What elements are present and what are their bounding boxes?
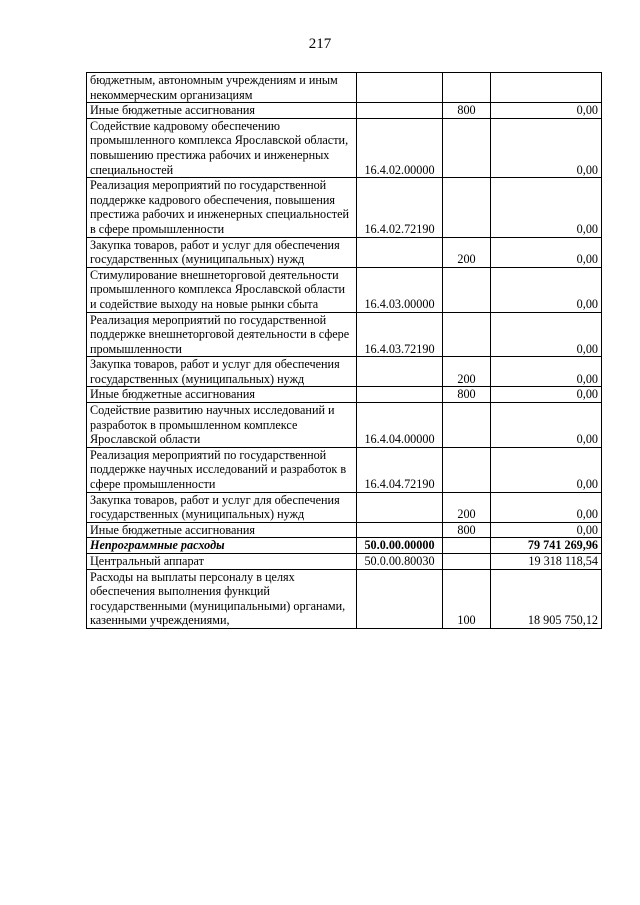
row-amount-cell: 0,00 [491,103,602,119]
row-name-cell: Непрограммные расходы [87,538,357,554]
row-code-cell [357,569,443,628]
row-expense-type-cell: 100 [443,569,491,628]
row-amount-cell: 0,00 [491,312,602,357]
row-amount-cell: 0,00 [491,178,602,237]
table-row [87,569,602,628]
table-row [87,73,602,103]
row-expense-type-cell [443,554,491,570]
table-row [87,118,602,177]
row-amount-cell: 0,00 [491,522,602,538]
row-code-cell: 16.4.04.72190 [357,447,443,492]
row-expense-type-cell: 200 [443,237,491,267]
row-code-cell: 16.4.03.72190 [357,312,443,357]
table-row [87,554,602,570]
row-name-cell: Иные бюджетные ассигнования [87,387,357,403]
row-amount-cell: 79 741 269,96 [491,538,602,554]
row-name-cell: Реализация мероприятий по государственной поддержке внешнеторговой деятельности в сфере промышленности [87,312,357,357]
row-code-cell: 50.0.00.00000 [357,538,443,554]
row-expense-type-cell: 200 [443,492,491,522]
row-name-cell: Содействие развитию научных исследований и разработок в промышленном комплексе Ярославской области [87,403,357,448]
row-code-cell [357,387,443,403]
row-code-cell [357,103,443,119]
row-amount-cell: 0,00 [491,387,602,403]
row-name-cell: Иные бюджетные ассигнования [87,522,357,538]
row-expense-type-cell [443,73,491,103]
table-row [87,387,602,403]
row-expense-type-cell [443,312,491,357]
row-expense-type-cell [443,118,491,177]
row-name-cell: Иные бюджетные ассигнования [87,103,357,119]
row-code-cell: 16.4.02.00000 [357,118,443,177]
row-name-cell: бюджетным, автономным учреждениям и иным некоммерческим организациям [87,73,357,103]
row-code-cell [357,492,443,522]
row-expense-type-cell [443,403,491,448]
row-expense-type-cell: 800 [443,387,491,403]
table-row [87,267,602,312]
table-row [87,103,602,119]
table-row [87,357,602,387]
table-row [87,178,602,237]
row-amount-cell [491,73,602,103]
row-name-cell: Закупка товаров, работ и услуг для обеспечения государственных (муниципальных) нужд [87,492,357,522]
table-row [87,312,602,357]
table-row [87,447,602,492]
row-code-cell: 16.4.04.00000 [357,403,443,448]
row-expense-type-cell: 800 [443,103,491,119]
row-code-cell [357,357,443,387]
table-row [87,403,602,448]
row-code-cell [357,73,443,103]
row-name-cell: Реализация мероприятий по государственной поддержке научных исследований и разработок в сфере промышленности [87,447,357,492]
row-expense-type-cell [443,178,491,237]
row-expense-type-cell [443,267,491,312]
row-expense-type-cell: 800 [443,522,491,538]
row-amount-cell: 19 318 118,54 [491,554,602,570]
table-row [87,522,602,538]
row-name-cell: Содействие кадровому обеспечению промышленного комплекса Ярославской области, повышению престижа рабочих и инженерных специальностей [87,118,357,177]
row-code-cell: 50.0.00.80030 [357,554,443,570]
table-row [87,237,602,267]
row-amount-cell: 0,00 [491,403,602,448]
row-amount-cell: 0,00 [491,118,602,177]
row-amount-cell: 0,00 [491,267,602,312]
row-expense-type-cell [443,447,491,492]
row-expense-type-cell [443,538,491,554]
budget-table [86,72,602,629]
row-expense-type-cell: 200 [443,357,491,387]
page-number: 217 [308,36,332,52]
row-amount-cell: 0,00 [491,357,602,387]
row-name-cell: Расходы на выплаты персоналу в целях обеспечения выполнения функций государственными (муниципальными) органами, казенными учреждениями, [87,569,357,628]
row-code-cell: 16.4.03.00000 [357,267,443,312]
row-code-cell [357,522,443,538]
table-row [87,492,602,522]
row-amount-cell: 0,00 [491,447,602,492]
table-row [87,538,602,554]
row-code-cell [357,237,443,267]
row-name-cell: Закупка товаров, работ и услуг для обеспечения государственных (муниципальных) нужд [87,357,357,387]
row-name-cell: Стимулирование внешнеторговой деятельности промышленного комплекса Ярославской области и содействие выходу на новые рынки сбыта [87,267,357,312]
row-name-cell: Центральный аппарат [87,554,357,570]
row-code-cell: 16.4.02.72190 [357,178,443,237]
row-amount-cell: 0,00 [491,492,602,522]
row-name-cell: Закупка товаров, работ и услуг для обеспечения государственных (муниципальных) нужд [87,237,357,267]
row-amount-cell: 0,00 [491,237,602,267]
row-name-cell: Реализация мероприятий по государственной поддержке кадрового обеспечения, повышения престижа рабочих и инженерных специальностей в сфере промышленности [87,178,357,237]
row-amount-cell: 18 905 750,12 [491,569,602,628]
budget-table-body [87,73,602,629]
